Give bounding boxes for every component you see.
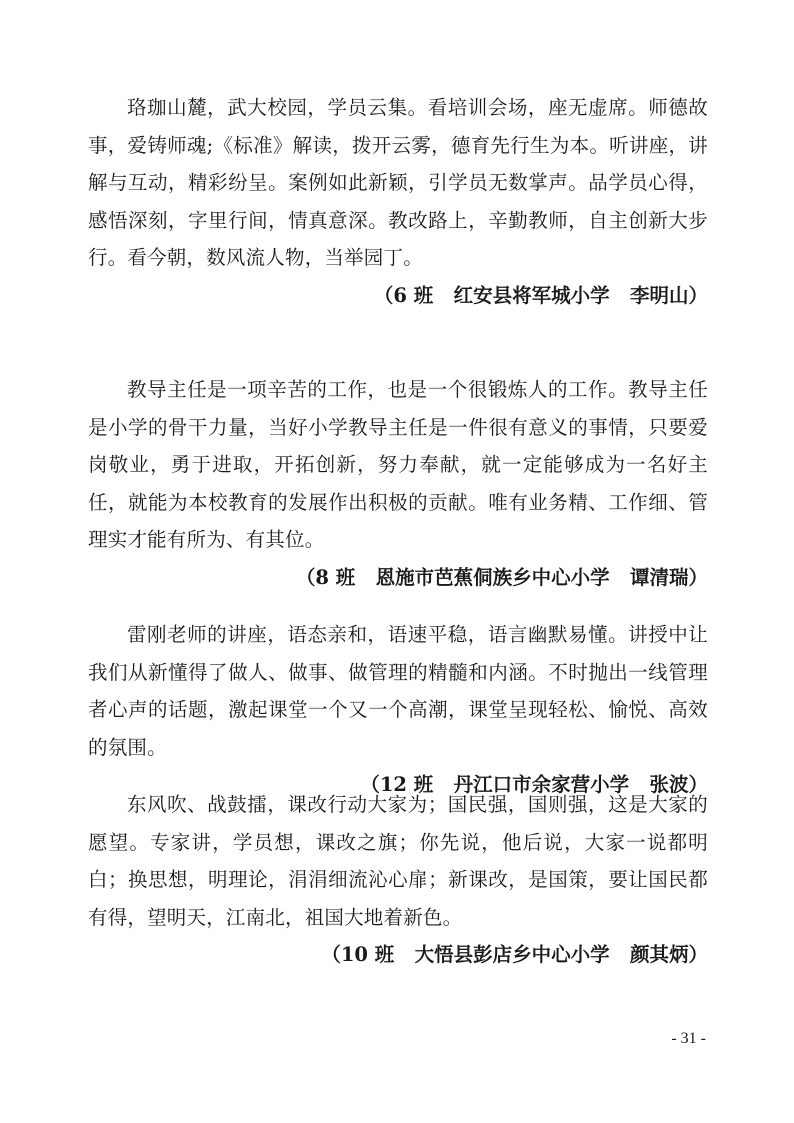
reflection-attribution: （6 班 红安县将军城小学 李明山）	[373, 283, 708, 307]
reflection-text: 教导主任是一项辛苦的工作，也是一个很锻炼人的工作。教导主任是小学的骨干力量，当好小学教导主任是一件很有意义的事情，只要爱岗敬业，勇于进取，开拓创新，努力奉献，就一定能够成为一名好主任，就能为本校教育的发展作出积极的贡献。唯有业务精、工作细、管理实才能有所为、有其位。	[88, 378, 708, 551]
reflection-attribution: （10 班 大悟县彭店乡中心小学 颜其炳）	[321, 943, 708, 966]
reflection-entry-2	[88, 371, 708, 596]
reflection-text: 雷刚老师的讲座，语态亲和，语速平稳，语言幽默易懂。讲授中让我们从新懂得了做人、做事、做管理的精髓和内涵。不时抛出一线管理者心声的话题，激起课堂一个又一个高潮，课堂呈现轻松、愉悦、高效的氛围。	[88, 623, 708, 759]
reflection-attribution: （12 班 丹江口市余家营小学 张波）	[360, 773, 708, 796]
reflection-entry-4	[88, 786, 708, 973]
reflection-entry-3	[88, 616, 708, 803]
reflection-attribution: （8 班 恩施市芭蕉侗族乡中心小学 谭清瑞）	[295, 565, 708, 589]
reflection-entry-1	[88, 89, 708, 314]
page-number: - 31 -	[671, 1030, 706, 1047]
reflection-text: 珞珈山麓，武大校园，学员云集。看培训会场，座无虚席。师德故事，爱铸师魂;《标准》解读，拨开云雾，德育先行生为本。听讲座，讲解与互动，精彩纷呈。案例如此新颖，引学员无数掌声。品学员心得，感悟深刻，字里行间，情真意深。教改路上，辛勤教师，自主创新大步行。看今朝，数风流人物，当举园丁。	[88, 96, 708, 269]
reflection-text: 东风吹、战鼓擂，课改行动大家为；国民强，国则强，这是大家的愿望。专家讲，学员想，课改之旗；你先说，他后说，大家一说都明白；换思想，明理论，涓涓细流沁心扉；新课改，是国策，要让国民都有得，望明天，江南北，祖国大地着新色。	[88, 793, 708, 929]
